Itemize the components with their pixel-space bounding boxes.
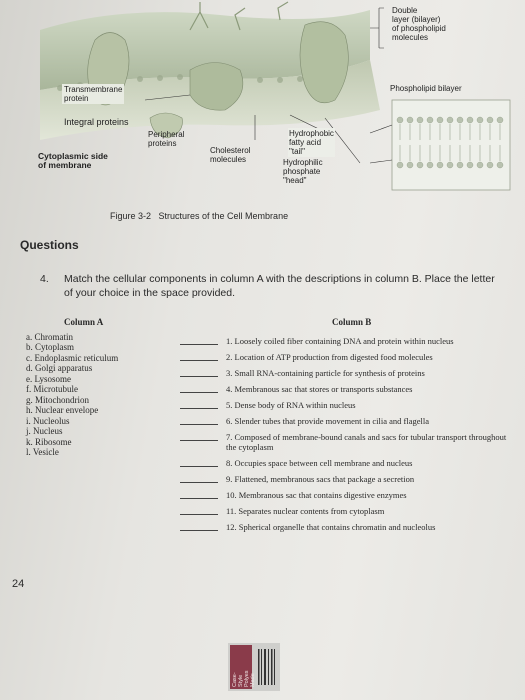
column-b-text: 1. Loosely coiled fiber containing DNA and protein within nucleus [226,336,454,346]
answer-blank-1[interactable] [180,344,218,345]
questions-heading: Questions [20,238,79,252]
column-b-text: 7. Composed of membrane-bound canals and sacs for tubular transport throughout the cytoplasm [226,432,507,452]
column-b-text: 9. Flattened, membranous sacs that package a secretion [226,474,415,484]
column-a [26,317,118,458]
answer-blank-4[interactable] [180,392,218,393]
answer-blank-8[interactable] [180,466,218,467]
answer-blank-5[interactable] [180,408,218,409]
column-b-text: 10. Membranous sac that contains digestive enzymes [226,490,407,500]
column-a-heading: Column A [64,317,104,327]
cell-membrane-figure [40,0,525,195]
answer-blank-11[interactable] [180,514,218,515]
answer-blank-7[interactable] [180,440,218,441]
column-a-item: g. Mitochondrion [26,394,89,405]
page-number: 24 [12,578,25,590]
column-a-item: b. Cytoplasm [26,342,75,352]
column-a-item: e. Lysosome [26,373,71,384]
label-integral-proteins: Integral proteins [64,117,129,127]
label-peripheral-proteins: Peripheral proteins [148,130,185,148]
label-phospholipid-bilayer: Phospholipid bilayer [390,84,462,93]
answer-blank-3[interactable] [180,376,218,377]
product-label-sticker [228,643,280,691]
label-cytoplasmic-side: Cytoplasmic side of membrane [38,151,108,170]
label-hydrophilic-head: Hydrophilic phosphate "head" [283,158,323,185]
column-b-text: 2. Location of ATP production from digested food molecules [226,352,433,362]
label-transmembrane-protein: Transmembrane protein [64,85,123,103]
question-number: 4. [40,273,49,285]
label-cholesterol-molecules: Cholesterol molecules [210,146,251,164]
column-b-heading: Column B [332,317,372,327]
column-b-text: 8. Occupies space between cell membrane and nucleus [226,458,413,468]
figure-caption: Figure 3-2 Structures of the Cell Membrane [110,211,289,221]
column-b-text: 3. Small RNA-containing particle for synthesis of proteins [226,368,425,378]
column-b-text: 12. Spherical organelle that contains chromatin and nucleolus [226,522,436,532]
answer-blank-9[interactable] [180,482,218,483]
column-a-item: l. Vesicle [26,447,59,457]
column-a-item: a. Chromatin [26,331,73,342]
column-a-item: d. Golgi apparatus [26,363,93,373]
column-b-text: 11. Separates nuclear contents from cytoplasm [226,506,385,516]
answer-blank-6[interactable] [180,424,218,425]
column-a-item: f. Microtubule [26,384,78,394]
column-b-text: 4. Membranous sac that stores or transports substances [226,384,413,394]
label-hydrophobic-tail: Hydrophobic fatty acid "tail" [289,129,334,156]
column-a-item: k. Ribosome [26,436,72,447]
column-a-item: c. Endoplasmic reticulum [26,352,119,363]
answer-blank-12[interactable] [180,530,218,531]
label-double-layer: Double layer (bilayer) of phospholipid molecules [392,6,446,42]
column-a-item: j. Nucleus [26,426,63,436]
column-a-item: i. Nucleolus [26,415,70,426]
question-text: Match the cellular components in column A with the descriptions in column B. Place the letter of your choice in the space provided. [64,273,495,299]
column-b-text: 5. Dense body of RNA within nucleus [226,400,356,410]
column-a-item: h. Nuclear envelope [26,405,99,415]
answer-blank-2[interactable] [180,360,218,361]
sticker-text: Case- Style Polyes Made [232,670,256,687]
answer-blank-10[interactable] [180,498,218,499]
column-b-text: 6. Slender tubes that provide movement in cilia and flagella [226,416,429,426]
